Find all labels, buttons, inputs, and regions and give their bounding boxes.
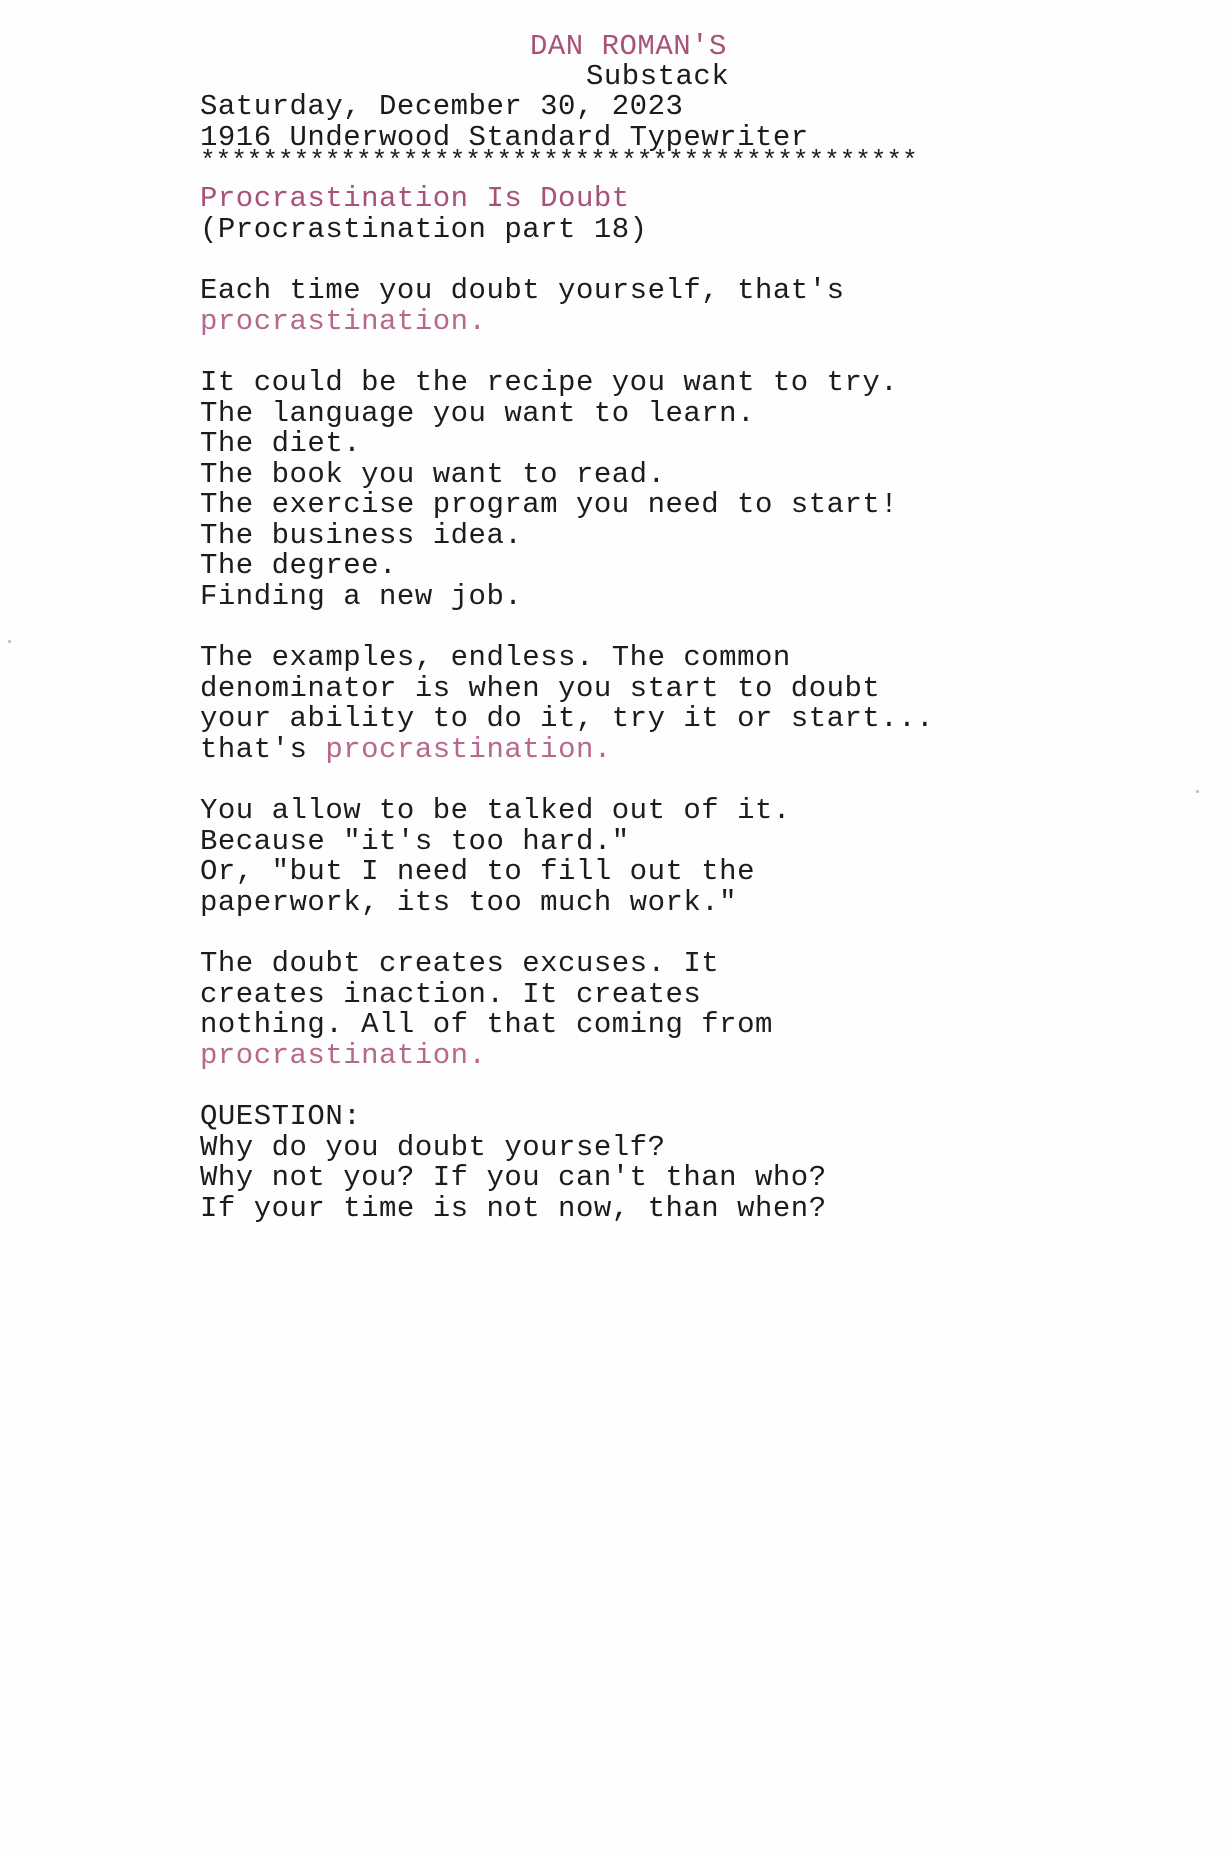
blank-line (200, 918, 934, 949)
dateline-block (200, 92, 809, 153)
question-line: Why do you doubt yourself? (200, 1130, 666, 1164)
paragraph-line: Each time you doubt yourself, that's (200, 274, 845, 307)
paragraph-line: The examples, endless. The common (200, 641, 791, 674)
publication-name: Substack (586, 60, 730, 93)
line-prefix: that's (200, 732, 326, 766)
blank-line (200, 612, 934, 643)
paragraph-line: procrastination. (200, 1038, 487, 1072)
list-item: The diet. (200, 427, 362, 460)
list-item: The business idea. (200, 518, 523, 552)
highlight-word: procrastination. (325, 732, 612, 766)
question-label: QUESTION: (200, 1100, 362, 1133)
blank-line (200, 1071, 934, 1102)
paragraph-line: procrastination. (200, 304, 487, 338)
paragraph-line: Because "it's too hard." (200, 824, 630, 858)
blank-line (200, 337, 934, 368)
paper-speck (8, 640, 11, 643)
list-item: The language you want to learn. (200, 396, 755, 430)
list-item: It could be the recipe you want to try. (200, 366, 899, 399)
paragraph-line: nothing. All of that coming from (200, 1008, 773, 1041)
article-title: Procrastination Is Doubt (200, 182, 630, 215)
list-item: Finding a new job. (200, 579, 523, 613)
paper-speck (1196, 790, 1199, 793)
paragraph-line: paperwork, its too much work." (200, 885, 738, 919)
paragraph-line: creates inaction. It creates (200, 977, 702, 1011)
date-line: Saturday, December 30, 2023 (200, 90, 684, 123)
paragraph-line: your ability to do it, try it or start... (200, 702, 935, 735)
typewriter-line: 1916 Underwood Standard Typewriter (200, 120, 809, 154)
paragraph-line: denominator is when you start to doubt (200, 671, 881, 705)
masthead: DAN ROMAN'S (530, 30, 727, 63)
separator-line: ********************************************** (200, 146, 918, 176)
list-item: The book you want to read. (200, 457, 666, 491)
examples-list (200, 368, 934, 612)
article-subtitle: (Procrastination part 18) (200, 212, 648, 246)
question-line: Why not you? If you can't than who? (200, 1161, 827, 1194)
paragraph-line: Or, "but I need to fill out the (200, 855, 755, 888)
paragraph-line (200, 732, 934, 766)
list-item: The exercise program you need to start! (200, 488, 899, 521)
blank-line (200, 765, 934, 796)
blank-line (200, 245, 934, 276)
paragraph-line: You allow to be talked out of it. (200, 794, 791, 827)
list-item: The degree. (200, 549, 397, 582)
paragraph-line: The doubt creates excuses. It (200, 947, 720, 980)
article-body (200, 184, 934, 1224)
question-line: If your time is not now, than when? (200, 1191, 827, 1225)
